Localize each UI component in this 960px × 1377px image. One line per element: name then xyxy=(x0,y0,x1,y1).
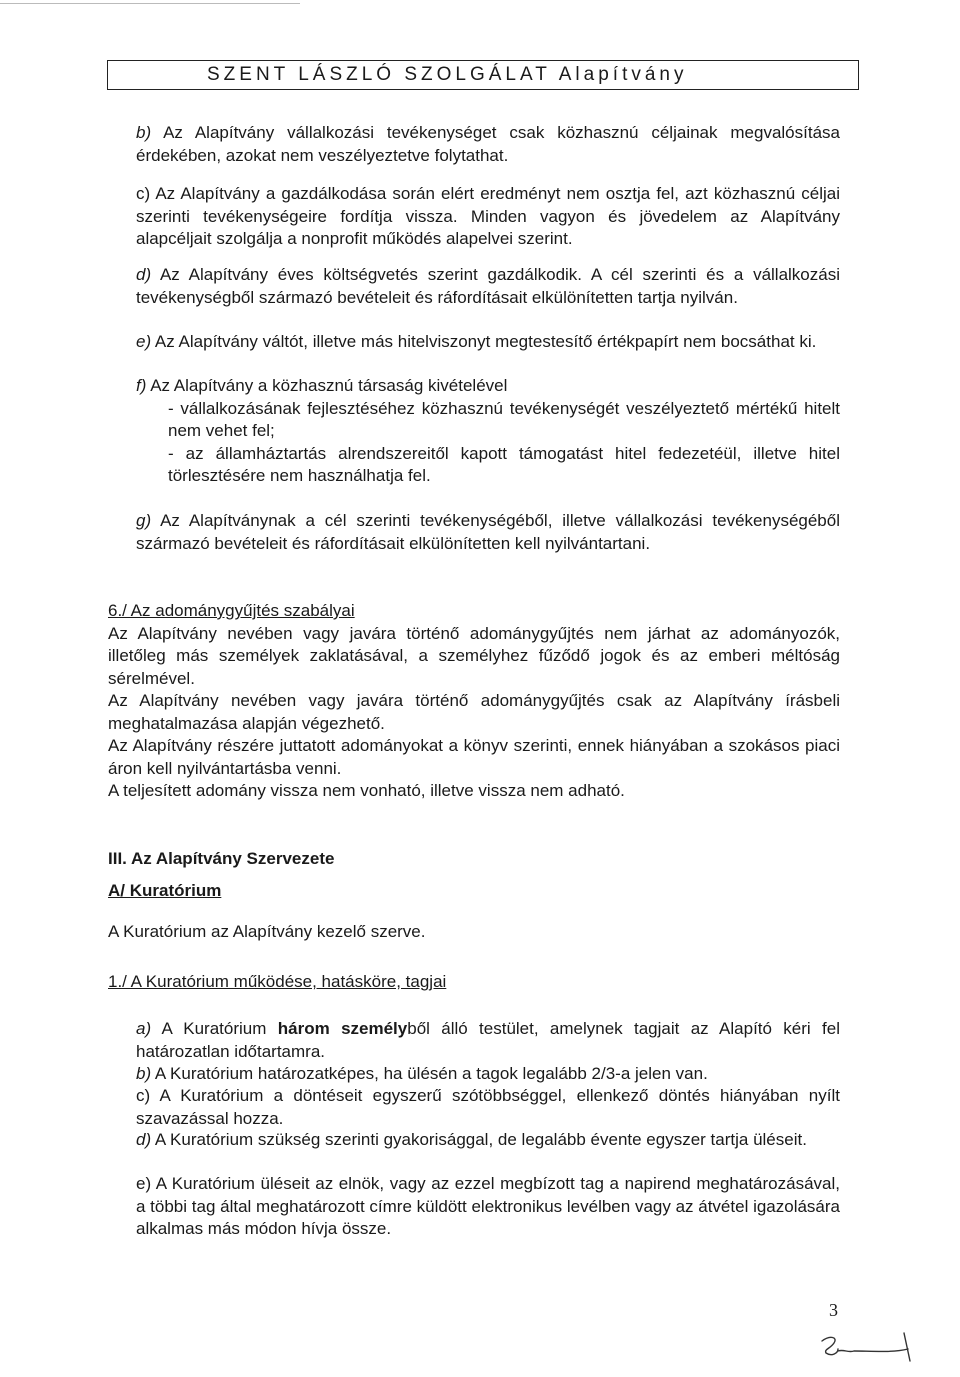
part-a xyxy=(108,880,840,943)
kuratorium-e: e) A Kuratórium üléseit az elnök, vagy az ezzel megbízott tag a napirend meghatározásával, a többi tag által meghatározott címre küldött elektronikus levélben vagy az átvétel igazolására alkalmas más módon hívja össze. xyxy=(136,1174,841,1238)
label-f: f) xyxy=(136,376,147,395)
paragraph-c xyxy=(108,183,840,251)
text-b: Az Alapítvány vállalkozási tevékenységet csak közhasznú céljainak megvalósítása érdekében, azokat nem veszélyeztetve folytathat. xyxy=(136,123,840,165)
subsection-1-heading: 1./ A Kuratórium működése, hatásköre, tagjai xyxy=(108,972,447,991)
label-g: g) xyxy=(136,511,152,530)
text-f: Az Alapítvány a közhasznú társaság kivételével xyxy=(150,376,508,395)
section-6-p1: Az Alapítvány nevében vagy javára történő adománygyűjtés nem járhat az adományozók, illetőleg más személyek zaklatásával, a személyhez fűződő jogok és az emberi méltóság sérelmével. xyxy=(108,623,840,688)
section-6-p2: Az Alapítvány nevében vagy javára történő adománygyűjtés csak az Alapítvány írásbeli meghatalmazása alapján végezhető. xyxy=(108,691,840,733)
paragraph-f-item1: - vállalkozásának fejlesztéséhez közhasznú tevékenységét veszélyeztető mértékű hitelt nem vehet fel; xyxy=(168,398,840,440)
document-header xyxy=(107,60,859,90)
section-6-heading: 6./ Az adománygyűjtés szabályai xyxy=(108,601,355,620)
label-b: b) xyxy=(136,123,152,142)
text-c: Az Alapítvány a gazdálkodása során elért eredményt nem osztja fel, azt közhasznú céljai szerinti tevékenységeire fordítja vissza. Minden vagyon és jövedelem az Alapítvány alapcéljait szolgálja a nonprofit működés alapelvei szerint. xyxy=(136,184,840,248)
section-6-p4: A teljesített adomány vissza nem vonható, illetve vissza nem adható. xyxy=(108,781,625,800)
kuratorium-c: c) A Kuratórium a döntéseit egyszerű szótöbbséggel, ellenkező döntés hiányában nyílt szavazással hozza. xyxy=(136,1086,840,1128)
text-d: Az Alapítvány éves költségvetés szerint gazdálkodik. A cél szerinti és a vállalkozási tevékenységből származó bevételeit és ráfordításait elkülönítetten tartja nyilván. xyxy=(136,265,840,307)
kuratorium-a: a) A Kuratórium három személyből álló testület, amelynek tagjait az Alapító kéri fel határozatlan időtartamra. xyxy=(136,1019,840,1061)
paragraph-e xyxy=(108,331,840,354)
label-d: d) xyxy=(136,265,152,284)
paragraph-f-item2: - az államháztartás alrendszereitől kapott támogatást hitel fedezetéül, illetve hitel törlesztésére nem használhatja fel. xyxy=(168,443,840,485)
scan-edge-line xyxy=(0,3,300,4)
paragraph-g xyxy=(108,510,840,555)
part-3-heading: III. Az Alapítvány Szervezete xyxy=(108,849,335,868)
page-number: 3 xyxy=(829,1300,838,1320)
text-e: Az Alapítvány váltót, illetve más hitelviszonyt megtestesítő értékpapírt nem bocsáthat ki. xyxy=(154,332,817,351)
label-c: c) xyxy=(136,184,151,203)
part-a-heading: A/ Kuratórium xyxy=(108,881,222,900)
section-6 xyxy=(108,600,840,803)
paragraph-d xyxy=(108,264,840,309)
paragraph-f xyxy=(108,375,840,488)
section-6-p3: Az Alapítvány részére juttatott adományokat a könyv szerinti, ennek hiányában a szokásos piaci áron kell nyilvántartásba venni. xyxy=(108,736,840,778)
handwritten-signature xyxy=(812,1327,922,1367)
paragraph-b xyxy=(108,122,840,167)
kuratorium-b: b) A Kuratórium határozatképes, ha ülésén a tagok legalább 2/3-a jelen van. xyxy=(136,1064,708,1083)
part-a-intro: A Kuratórium az Alapítvány kezelő szerve. xyxy=(108,921,426,941)
kuratorium-d: d) A Kuratórium szükség szerinti gyakorisággal, de legalább évente egyszer tartja üléseit. xyxy=(136,1130,807,1149)
label-e: e) xyxy=(136,332,152,351)
header-title: SZENT LÁSZLÓ SZOLGÁLAT Alapítvány xyxy=(207,64,688,85)
text-g: Az Alapítványnak a cél szerinti tevékenységéből, illetve vállalkozási tevékenységéből származó bevételeit és ráfordításait elkülönítetten kell nyilvántartani. xyxy=(136,511,840,553)
